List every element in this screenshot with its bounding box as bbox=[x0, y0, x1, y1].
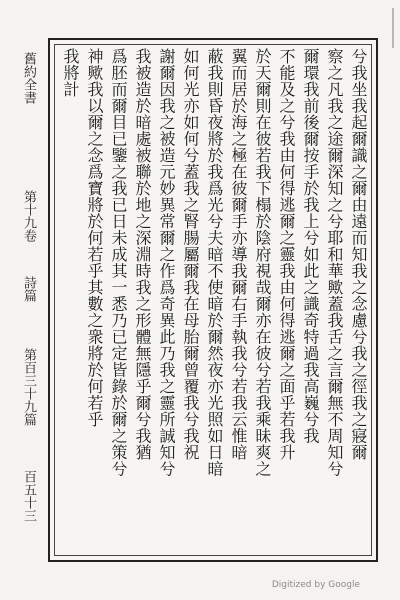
text-column-1: 兮我坐我起爾識之爾由遠而知我之念慮兮我之徑我之寢爾 bbox=[349, 48, 368, 461]
text-frame bbox=[48, 38, 378, 562]
text-column-3: 爾環我前後爾按手於我上兮如此之識奇特過我高巍兮我 bbox=[301, 48, 320, 444]
text-column-11: 爲胚而爾目已鑒之我已日未成其一悉乃已定皆錄於爾之策兮 bbox=[109, 48, 128, 477]
text-column-8: 如何光亦如何兮蓋我之腎腸屬爾我在母胎爾曾覆我兮我祝 bbox=[181, 48, 200, 461]
margin-psalm: 第百三十九篇 bbox=[21, 348, 36, 426]
text-column-9: 謝爾因我之被造元妙異常爾之作爲奇異此乃我之靈所誠知兮 bbox=[157, 48, 176, 477]
digitization-watermark: Digitized by Google bbox=[271, 580, 360, 590]
margin-chapter: 第十九卷 bbox=[21, 190, 36, 242]
text-column-4: 不能及之兮我由何得逃爾之靈我由何得逃爾之面乎若我升 bbox=[277, 48, 296, 461]
text-column-6: 翼而居於海之極在彼爾手亦導我爾右手執我兮若我云惟暗 bbox=[229, 48, 248, 461]
text-column-7: 蔽我則昏夜將於我爲光兮夫暗不使暗於爾然夜亦光照如日暗 bbox=[205, 48, 224, 477]
page-edge-mark bbox=[392, 8, 394, 48]
margin-page-number: 百五十三 bbox=[21, 470, 36, 522]
text-column-2: 察之凡我之途爾深知之兮耶和華歟蓋我舌之言爾無不周知兮 bbox=[325, 48, 344, 477]
text-column-13: 我將計 bbox=[61, 48, 80, 98]
text-column-10: 我被造於暗處被聯於地之深淵時我之形體無隱乎爾兮我猶 bbox=[133, 48, 152, 461]
text-column-12: 神歟我以爾之念爲寶將於何若乎其數之衆將於何若乎 bbox=[85, 48, 104, 428]
margin-section: 詩篇 bbox=[21, 276, 36, 302]
margin-book-title: 舊約全書 bbox=[21, 52, 36, 104]
text-column-5: 於天爾則在彼若我下榻於陰府視哉爾亦在彼兮若我乘昧爽之 bbox=[253, 48, 272, 477]
